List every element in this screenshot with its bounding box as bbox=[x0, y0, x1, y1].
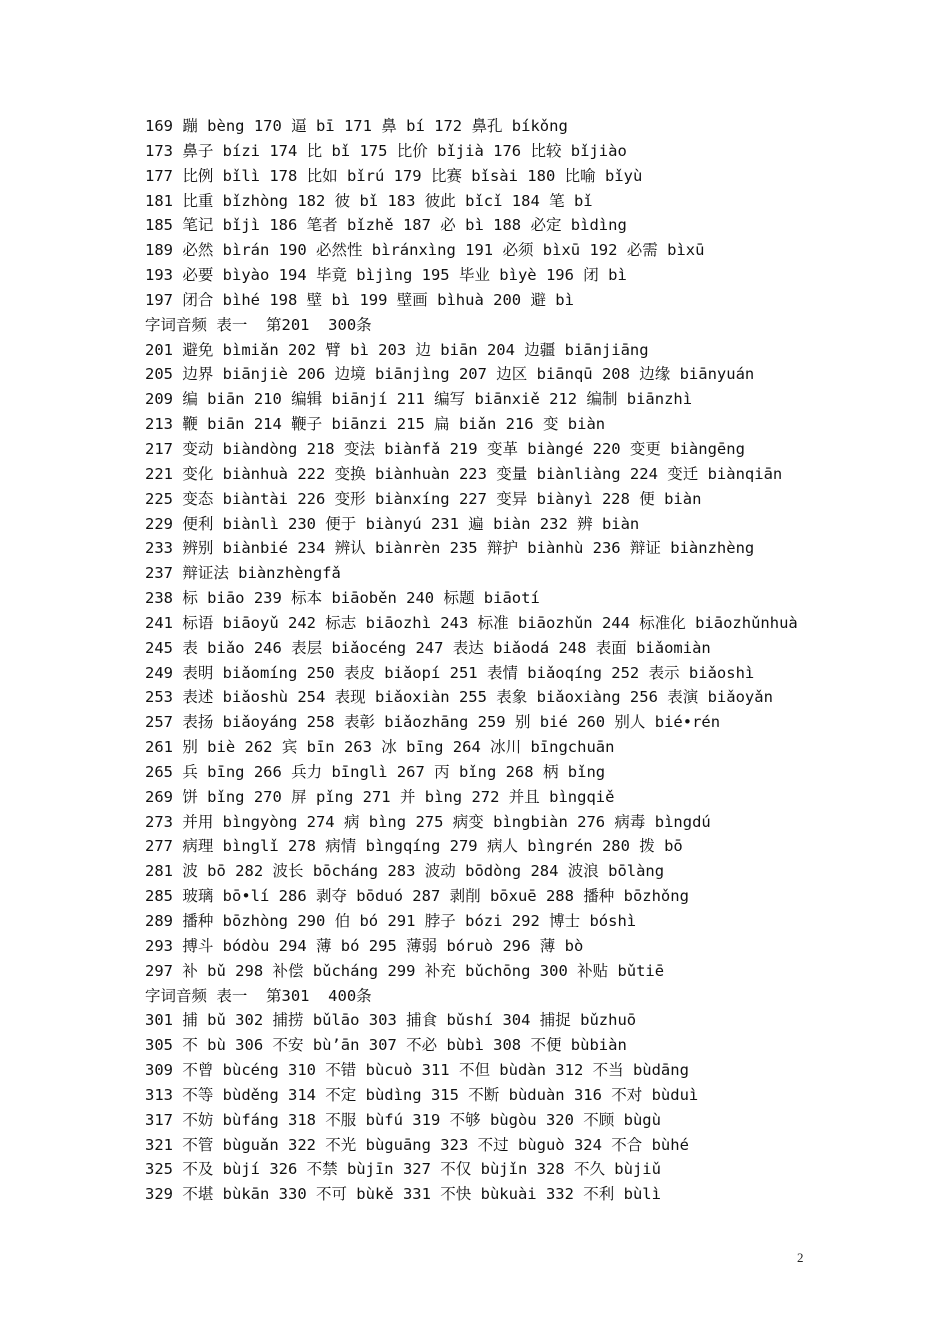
text-line: 245 表 biǎo 246 表层 biǎocéng 247 表达 biǎodá 248 表面 biǎomiàn bbox=[145, 638, 711, 657]
text-line: 229 便利 biànlì 230 便于 biànyú 231 遍 biàn 232 辨 biàn bbox=[145, 514, 640, 533]
text-line: 237 辩证法 biànzhèngfǎ bbox=[145, 564, 341, 583]
text-line: 269 饼 bǐng 270 屏 pǐng 271 并 bìng 272 并且 bìngqiě bbox=[145, 787, 615, 806]
text-line: 201 避免 bìmiǎn 202 臂 bì 203 边 biān 204 边疆 biānjiāng bbox=[145, 340, 649, 359]
text-line: 285 玻璃 bō•lí 286 剥夺 bōduó 287 剥削 bōxuē 288 播种 bōzhǒng bbox=[145, 887, 689, 906]
text-line: 221 变化 biànhuà 222 变换 biànhuàn 223 变量 biànliàng 224 变迁 biànqiān bbox=[145, 464, 783, 483]
text-line: 205 边界 biānjiè 206 边境 biānjìng 207 边区 biānqū 208 边缘 biānyuán bbox=[145, 365, 755, 384]
page-number: 2 bbox=[797, 1250, 804, 1265]
text-line: 209 编 biān 210 编辑 biānjí 211 编写 biānxiě 212 编制 biānzhì bbox=[145, 390, 693, 409]
text-line: 313 不等 bùděng 314 不定 bùdìng 315 不断 bùduàn 316 不对 bùduì bbox=[145, 1085, 699, 1104]
text-line: 277 病理 bìnglǐ 278 病情 bìngqíng 279 病人 bìngrén 280 拨 bō bbox=[145, 837, 683, 856]
text-line: 321 不管 bùguǎn 322 不光 bùguāng 323 不过 bùguò 324 不合 bùhé bbox=[145, 1135, 689, 1154]
text-line: 253 表述 biǎoshù 254 表现 biǎoxiàn 255 表象 biǎoxiàng 256 表演 biǎoyǎn bbox=[145, 688, 773, 707]
text-line: 309 不曾 bùcéng 310 不错 bùcuò 311 不但 bùdàn 312 不当 bùdāng bbox=[145, 1061, 689, 1080]
text-line: 265 兵 bīng 266 兵力 bīnglì 267 丙 bǐng 268 柄 bǐng bbox=[145, 762, 606, 781]
text-line: 257 表扬 biǎoyáng 258 表彰 biǎozhāng 259 别 bié 260 别人 bié•rén bbox=[145, 713, 721, 732]
section-heading: 字词音频 表一 第201 300条 bbox=[145, 315, 372, 334]
text-line: 197 闭合 bìhé 198 壁 bì 199 壁画 bìhuà 200 避 bì bbox=[145, 290, 574, 309]
text-line: 177 比例 bǐlì 178 比如 bǐrú 179 比赛 bǐsài 180 比喻 bǐyù bbox=[145, 166, 643, 185]
text-line: 241 标语 biāoyǔ 242 标志 biāozhì 243 标准 biāozhǔn 244 标准化 biāozhǔnhuà bbox=[145, 613, 798, 632]
text-line: 181 比重 bǐzhòng 182 彼 bǐ 183 彼此 bǐcǐ 184 笔 bǐ bbox=[145, 191, 593, 210]
text-line: 261 别 biè 262 宾 bīn 263 冰 bīng 264 冰川 bīngchuān bbox=[145, 738, 615, 757]
text-line: 249 表明 biǎomíng 250 表皮 biǎopí 251 表情 biǎoqíng 252 表示 biǎoshì bbox=[145, 663, 755, 682]
text-line: 189 必然 bìrán 190 必然性 bìránxìng 191 必须 bìxū 192 必需 bìxū bbox=[145, 241, 705, 260]
text-line: 317 不妨 bùfáng 318 不服 bùfú 319 不够 bùgòu 320 不顾 bùgù bbox=[145, 1110, 661, 1129]
document-body bbox=[145, 114, 825, 1207]
text-line: 297 补 bǔ 298 补偿 bǔcháng 299 补充 bǔchōng 300 补贴 bǔtiē bbox=[145, 961, 665, 980]
text-line: 289 播种 bōzhòng 290 伯 bó 291 脖子 bózi 292 博士 bóshì bbox=[145, 912, 637, 930]
text-line: 193 必要 bìyào 194 毕竟 bìjìng 195 毕业 bìyè 196 闭 bì bbox=[145, 266, 627, 285]
section-heading: 字词音频 表一 第301 400条 bbox=[145, 986, 372, 1005]
text-line: 329 不堪 bùkān 330 不可 bùkě 331 不快 bùkuài 332 不利 bùlì bbox=[145, 1185, 661, 1204]
text-line: 169 蹦 bèng 170 逼 bī 171 鼻 bí 172 鼻孔 bíkǒng bbox=[145, 117, 568, 135]
text-line: 173 鼻子 bízi 174 比 bǐ 175 比价 bǐjià 176 比较 bǐjiào bbox=[145, 141, 627, 160]
text-line: 225 变态 biàntài 226 变形 biànxíng 227 变异 biànyì 228 便 biàn bbox=[145, 489, 702, 508]
text-line: 273 并用 bìngyòng 274 病 bìng 275 病变 bìngbiàn 276 病毒 bìngdú bbox=[145, 812, 711, 831]
text-line: 281 波 bō 282 波长 bōcháng 283 波动 bōdòng 284 波浪 bōlàng bbox=[145, 862, 665, 881]
text-line: 213 鞭 biān 214 鞭子 biānzi 215 扁 biǎn 216 变 biàn bbox=[145, 415, 606, 434]
text-line: 325 不及 bùjí 326 不禁 bùjīn 327 不仅 bùjǐn 328 不久 bùjiǔ bbox=[145, 1160, 661, 1179]
text-line: 238 标 biāo 239 标本 biāoběn 240 标题 biāotí bbox=[145, 589, 540, 608]
text-line: 293 搏斗 bódòu 294 薄 bó 295 薄弱 bóruò 296 薄 bò bbox=[145, 936, 584, 955]
text-line: 217 变动 biàndòng 218 变法 biànfǎ 219 变革 biàngé 220 变更 biàngēng bbox=[145, 439, 745, 458]
text-line: 185 笔记 bǐjì 186 笔者 bǐzhě 187 必 bì 188 必定 bìdìng bbox=[145, 216, 627, 235]
text-line: 305 不 bù 306 不安 bù’ān 307 不必 bùbì 308 不便 bùbiàn bbox=[145, 1036, 627, 1055]
text-line: 233 辨别 biànbié 234 辨认 biànrèn 235 辩护 biànhù 236 辩证 biànzhèng bbox=[145, 539, 755, 558]
text-line: 301 捕 bǔ 302 捕捞 bǔlāo 303 捕食 bǔshí 304 捕捉 bǔzhuō bbox=[145, 1011, 637, 1030]
